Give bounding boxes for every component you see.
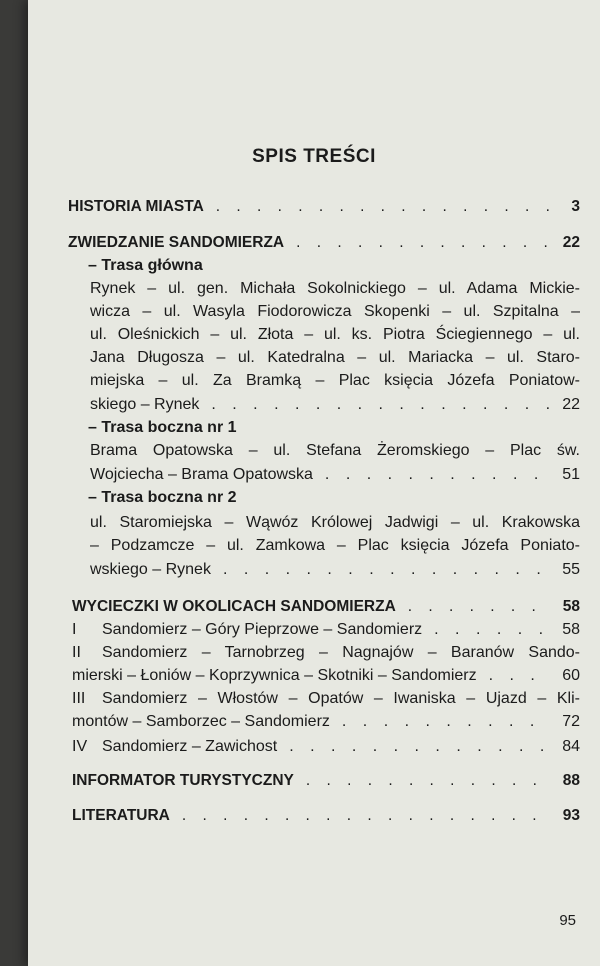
toc-entry-historia <box>68 196 580 217</box>
toc-text-line: – Podzamcze – ul. Zamkowa – Plac księcia Józefa Poniato- <box>90 537 580 554</box>
leader-dots <box>216 196 562 217</box>
toc-text-line-last: skiego – Rynek . . . 22 <box>90 394 580 415</box>
roman-numeral: III <box>72 690 86 707</box>
toc-text-line: wicza – ul. Wasyla Fiodorowicza Skopenki – ul. Szpitalna – <box>90 303 580 320</box>
leader-dots <box>408 596 553 617</box>
toc-text-line: Brama Opatowska – ul. Stefana Żeromskiego – Plac św. <box>90 442 580 459</box>
toc-text-line-last: Wojciecha – Brama Opatowska . . . 51 <box>90 464 580 485</box>
toc-entry-page: 58 <box>562 598 580 615</box>
toc-entry-page: 60 <box>562 667 580 684</box>
roman-numeral: IV <box>72 738 88 755</box>
toc-entry-page: 55 <box>562 561 580 578</box>
toc-subentry-trasa-glowna: – Trasa główna <box>88 257 203 274</box>
toc-trip-4: IV Sandomierz – Zawichost . . . 84 <box>72 736 580 757</box>
toc-subentry-trasa-boczna-1: – Trasa boczna nr 1 <box>88 419 237 436</box>
toc-trip-2: II Sandomierz – Tarnobrzeg – Nagnajów – Baranów Sando- <box>72 644 580 661</box>
page-title: SPIS TREŚCI <box>252 146 376 167</box>
toc-entry-label: LITERATURA <box>72 807 170 824</box>
toc-text-line: Rynek – ul. gen. Michała Sokolnickiego – ul. Adama Mickie- <box>90 280 580 297</box>
leader-dots <box>325 464 552 485</box>
leader-dots <box>296 232 553 253</box>
toc-entry-label: ZWIEDZANIE SANDOMIERZA <box>68 234 285 251</box>
leader-dots <box>306 770 553 791</box>
leader-dots <box>211 394 552 415</box>
toc-entry-label: WYCIECZKI W OKOLICACH SANDOMIERZA <box>72 598 396 615</box>
toc-text-line: Jana Długosza – ul. Katedralna – ul. Mariacka – ul. Staro- <box>90 349 580 366</box>
leader-dots <box>489 665 553 686</box>
toc-entry-informator <box>72 770 580 791</box>
toc-trip-3: III Sandomierz – Włostów – Opatów – Iwaniska – Ujazd – Kli- <box>72 690 580 707</box>
toc-text-line-last: wskiego – Rynek . . . 55 <box>90 559 580 580</box>
leader-dots <box>434 619 552 640</box>
toc-entry-page: 51 <box>562 466 580 483</box>
toc-entry-page: 84 <box>562 738 580 755</box>
toc-trip-1: I Sandomierz – Góry Pieprzowe – Sandomierz . . . 58 <box>72 619 580 640</box>
toc-entry-zwiedzanie <box>68 232 580 253</box>
roman-numeral: I <box>72 621 77 638</box>
roman-numeral: II <box>72 644 81 661</box>
toc-entry-page: 93 <box>562 807 580 824</box>
leader-dots <box>289 736 552 757</box>
toc-entry-page: 88 <box>562 772 580 789</box>
toc-subentry-trasa-boczna-2: – Trasa boczna nr 2 <box>88 489 237 506</box>
book-page <box>28 0 600 966</box>
toc-entry-label: HISTORIA MIASTA <box>68 198 204 215</box>
toc-entry-page: 22 <box>562 396 580 413</box>
leader-dots <box>342 711 552 732</box>
toc-entry-wycieczki <box>72 596 580 617</box>
toc-text-line: miejska – ul. Za Bramką – Plac księcia Józefa Poniatow- <box>90 372 580 389</box>
leader-dots <box>182 805 553 826</box>
toc-trip-3-last: montów – Samborzec – Sandomierz . . . 72 <box>72 711 580 732</box>
toc-text-line: ul. Staromiejska – Wąwóz Królowej Jadwigi – ul. Krakowska <box>90 514 580 531</box>
toc-entry-page: 22 <box>562 234 580 251</box>
leader-dots <box>223 559 552 580</box>
toc-trip-2-last: mierski – Łoniów – Koprzywnica – Skotniki – Sandomierz . . . 60 <box>72 665 580 686</box>
toc-entry-page: 58 <box>562 621 580 638</box>
toc-entry-literatura <box>72 805 580 826</box>
toc-text-line: ul. Oleśnickich – ul. Złota – ul. ks. Piotra Ściegiennego – ul. <box>90 326 580 343</box>
toc-entry-page: 72 <box>562 713 580 730</box>
page-number: 95 <box>559 912 576 929</box>
toc-entry-label: INFORMATOR TURYSTYCZNY <box>72 772 294 789</box>
toc-entry-page: 3 <box>571 198 580 215</box>
